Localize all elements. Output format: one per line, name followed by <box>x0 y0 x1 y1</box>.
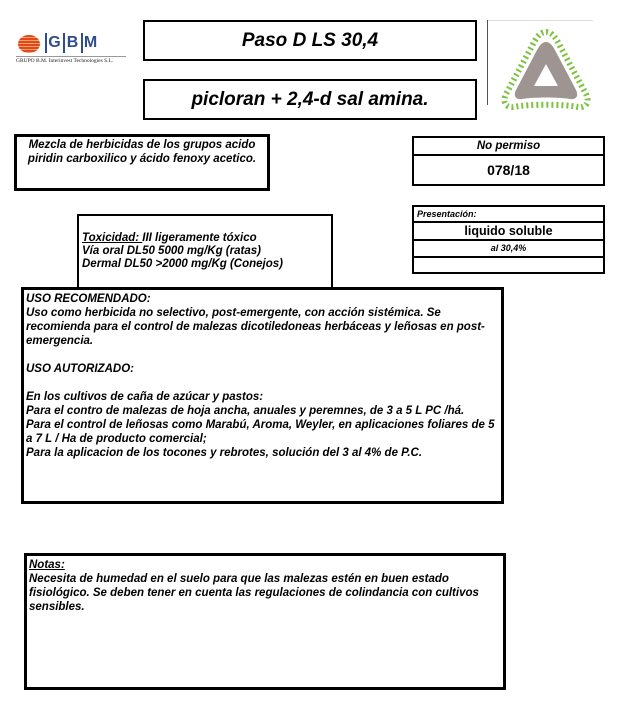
permit-box <box>412 136 605 186</box>
authorized-use-line: Para el contro de malezas de hoja ancha, anuales y peremnes, de 3 a 5 L PC /há. <box>26 405 465 417</box>
toxicity-class-line <box>82 232 331 245</box>
authorized-use-line: Para el control de leñosas como Marabú, Aroma, Weyler, en aplicaciones foliares de 5 a 7 L / Ha de producto comercial; <box>26 419 495 445</box>
logo-letter: G <box>45 33 62 53</box>
presentation-type: liquido soluble <box>414 223 603 241</box>
toxicity-oral: Vía oral DL50 5000 mg/Kg (ratas) <box>82 245 261 257</box>
toxicity-label: Toxicidad: <box>82 232 143 244</box>
notes-box <box>24 553 506 690</box>
authorized-use-line: En los cultivos de caña de azúcar y pastos: <box>26 391 264 403</box>
product-name: Paso D LS 30,4 <box>143 20 477 61</box>
recommended-use-heading: USO RECOMENDADO: <box>26 293 151 305</box>
recommended-use-text: Uso como herbicida no selectivo, post-emergente, con acción sistémica. Se recomienda para el control de malezas dicotiledoneas herbáceas y leñosas en post-emergencia. <box>26 307 485 347</box>
logo-divider <box>487 20 488 105</box>
logo-divider <box>16 56 126 57</box>
adama-triangle-logo-icon <box>494 22 598 120</box>
presentation-extra <box>414 258 603 272</box>
permit-label: No permiso <box>414 138 603 156</box>
notes-text: Necesita de humedad en el suelo para que las malezas estén en buen estado fisiológico. Se deben tener en cuenta las regulaciones de colindancia con cultivos sensibles. <box>29 573 479 613</box>
authorized-use-heading: USO AUTORIZADO: <box>26 363 134 375</box>
permit-number: 078/18 <box>487 162 530 178</box>
product-description: Mezcla de herbicidas de los grupos acido piridin carboxilico y ácido fenoxy acetico. <box>14 134 270 191</box>
presentation-box <box>412 205 605 274</box>
company-subtitle: GRUPO B.M. Interinvest Technologies S.L. <box>16 58 114 64</box>
logo-letter: B <box>63 33 80 53</box>
globe-icon <box>18 35 40 53</box>
company-logo-letters <box>45 33 98 53</box>
active-ingredients: picloran + 2,4-d sal amina. <box>143 79 477 120</box>
presentation-label: Presentación: <box>414 207 603 223</box>
company-logo <box>14 30 132 70</box>
authorized-use-line: Para la aplicacion de los tocones y rebrotes, solución del 3 al 4% de P.C. <box>26 447 423 459</box>
toxicity-dermal: Dermal DL50 >2000 mg/Kg (Conejos) <box>82 258 283 270</box>
toxicity-class: III ligeramente tóxico <box>142 232 257 244</box>
logo-divider <box>488 20 593 21</box>
presentation-concentration: al 30,4% <box>414 241 603 258</box>
logo-letter: M <box>81 33 98 53</box>
usage-box <box>21 287 504 504</box>
toxicity-box <box>77 214 333 290</box>
notes-heading: Notas: <box>29 559 65 571</box>
